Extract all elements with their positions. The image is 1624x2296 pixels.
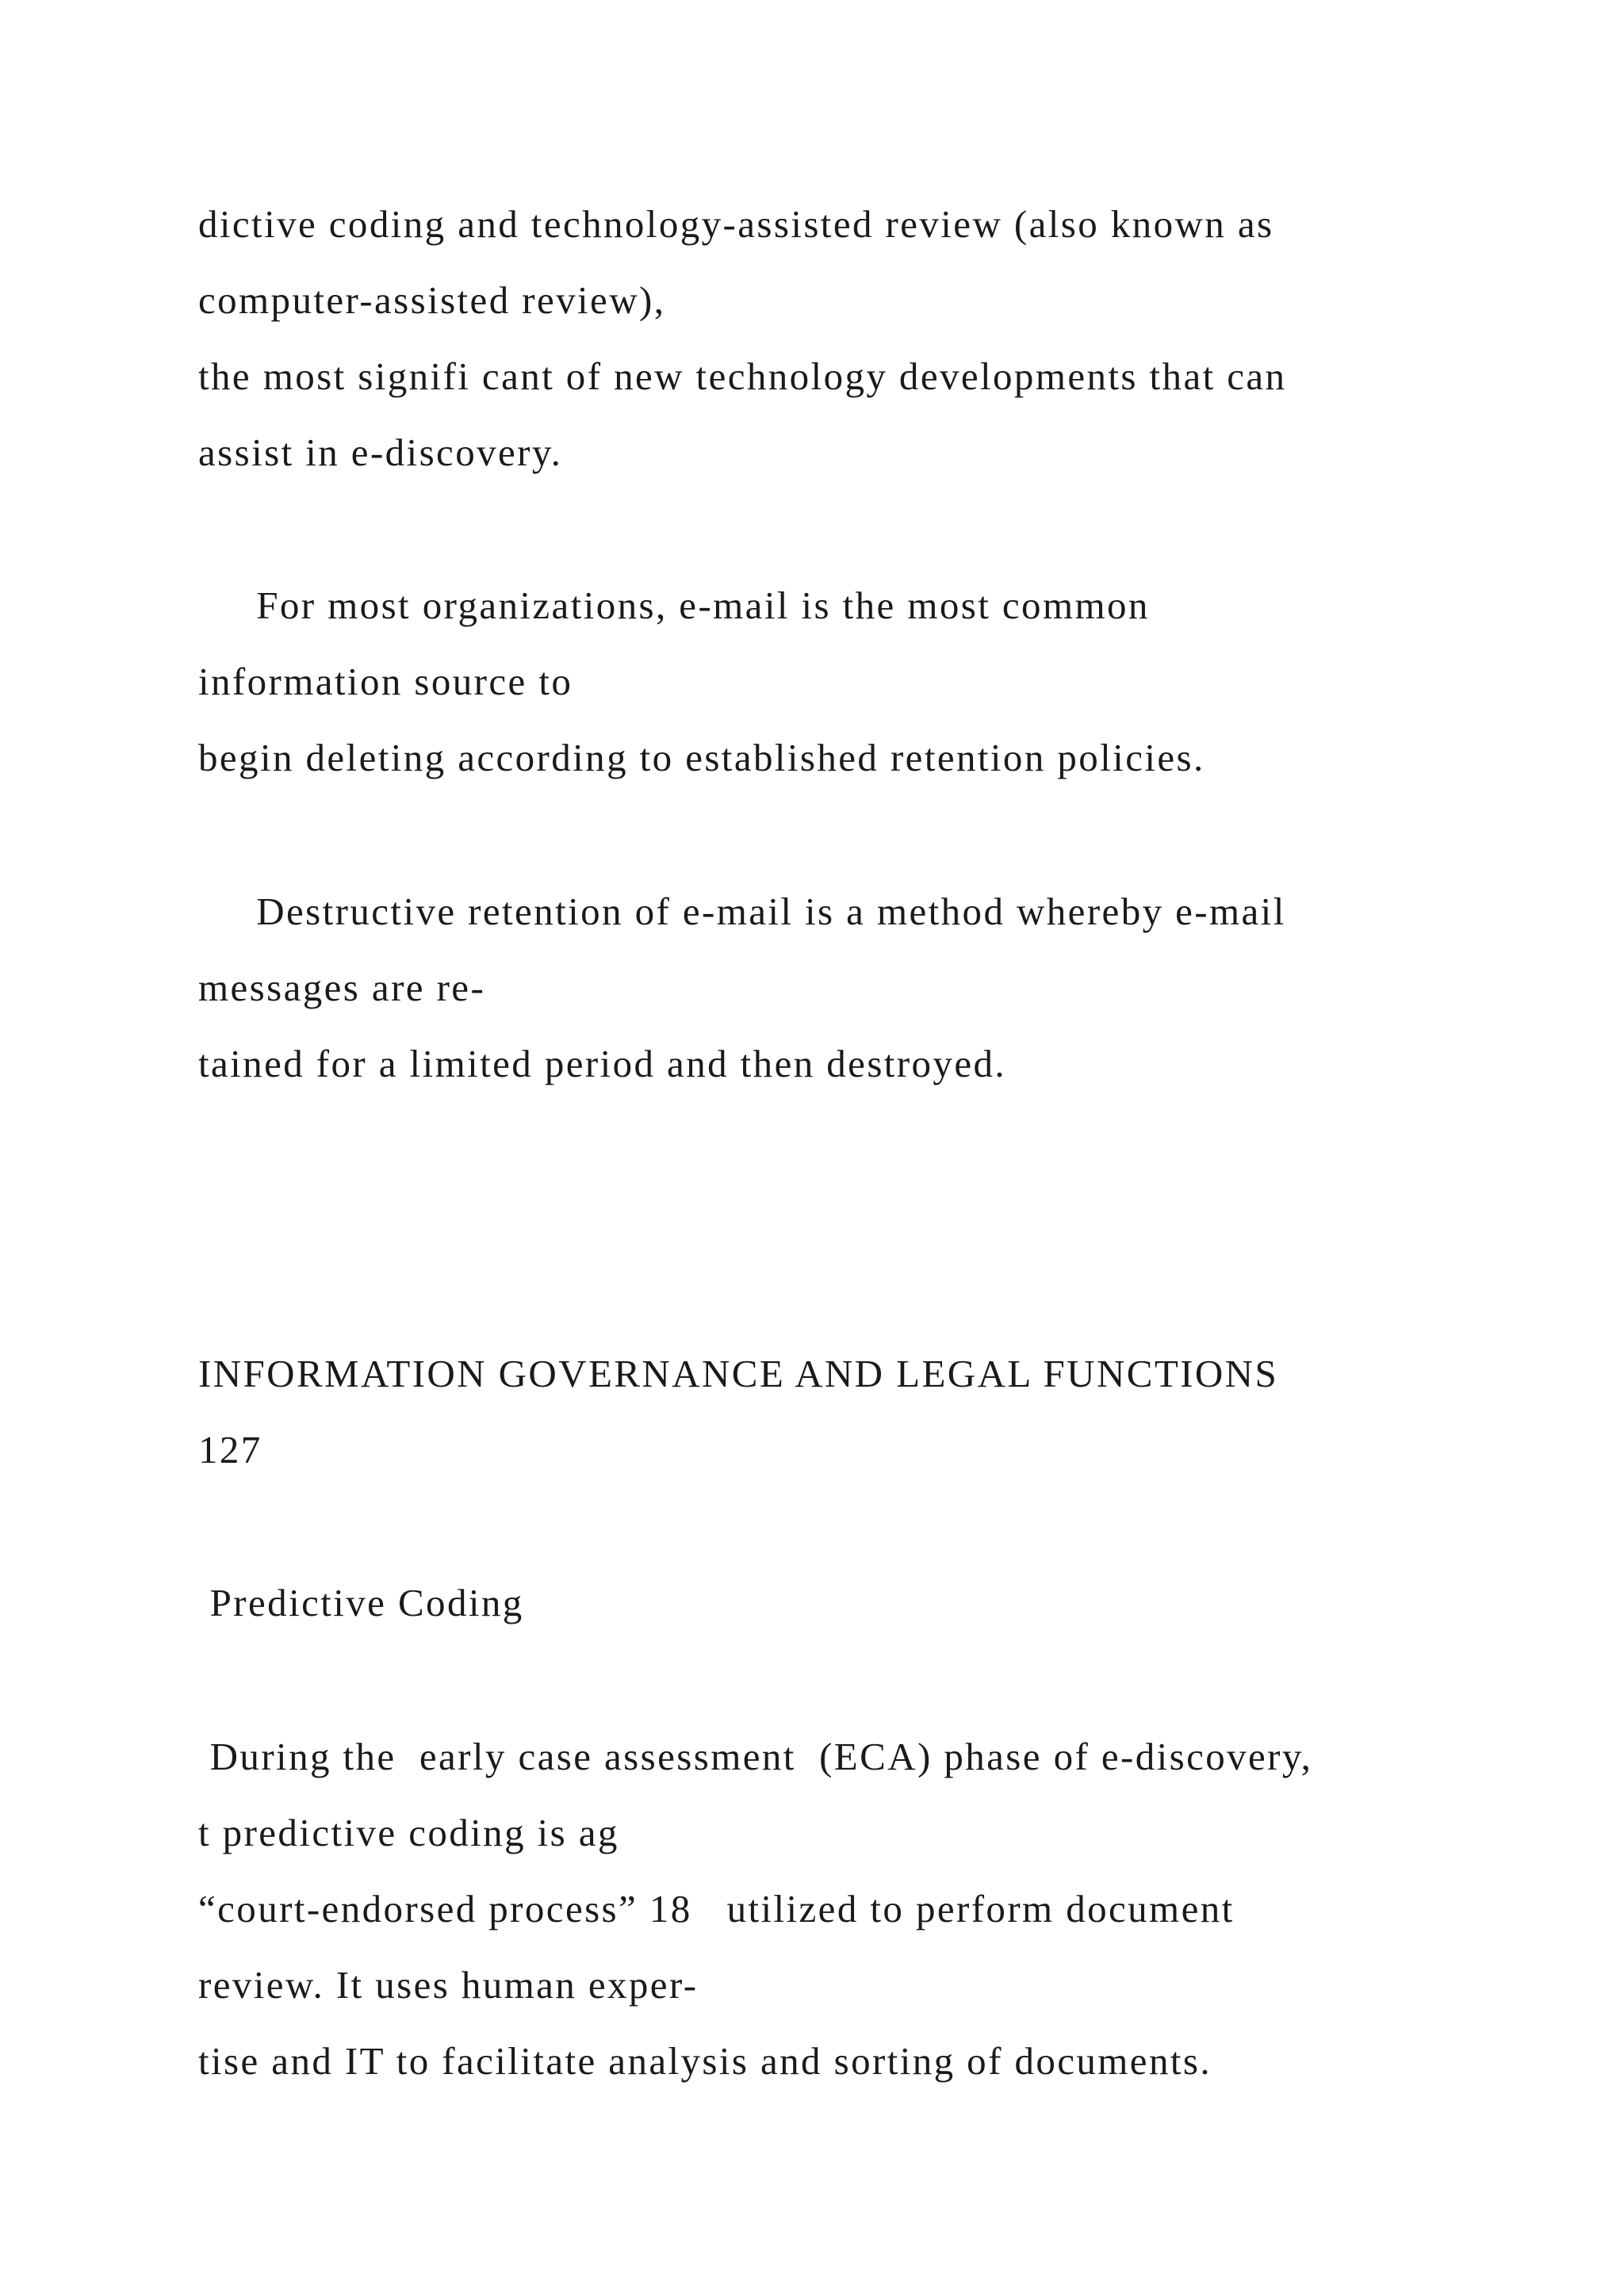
- text-line: assist in e-discovery.: [198, 430, 563, 474]
- text-line: messages are re-: [198, 966, 486, 1009]
- text-line: Destructive retention of e-mail is a method whereby e-mail: [198, 890, 1286, 933]
- text-line: For most organizations, e-mail is the most common: [198, 584, 1150, 627]
- text-line: review. It uses human exper-: [198, 1963, 699, 2007]
- text-line: “court-endorsed process” 18 utilized to perform document: [198, 1887, 1235, 1931]
- text-line: tise and IT to facilitate analysis and sorting of documents.: [198, 2039, 1212, 2083]
- text-line: t predictive coding is ag: [198, 1811, 619, 1854]
- text-line: information source to: [198, 660, 573, 703]
- text-line: the most signifi cant of new technology developments that can: [198, 354, 1287, 398]
- text-line: computer-assisted review),: [198, 278, 666, 322]
- section-heading: Predictive Coding: [198, 1581, 524, 1624]
- text-line: During the early case assessment (ECA) phase of e-discovery,: [198, 1735, 1313, 1778]
- text-line: tained for a limited period and then destroyed.: [198, 1042, 1007, 1085]
- text-line: dictive coding and technology-assisted review (also known as: [198, 202, 1274, 246]
- text-line: begin deleting according to established retention policies.: [198, 736, 1205, 779]
- running-header: INFORMATION GOVERNANCE AND LEGAL FUNCTIONS: [198, 1352, 1279, 1395]
- page-number: 127: [198, 1428, 262, 1471]
